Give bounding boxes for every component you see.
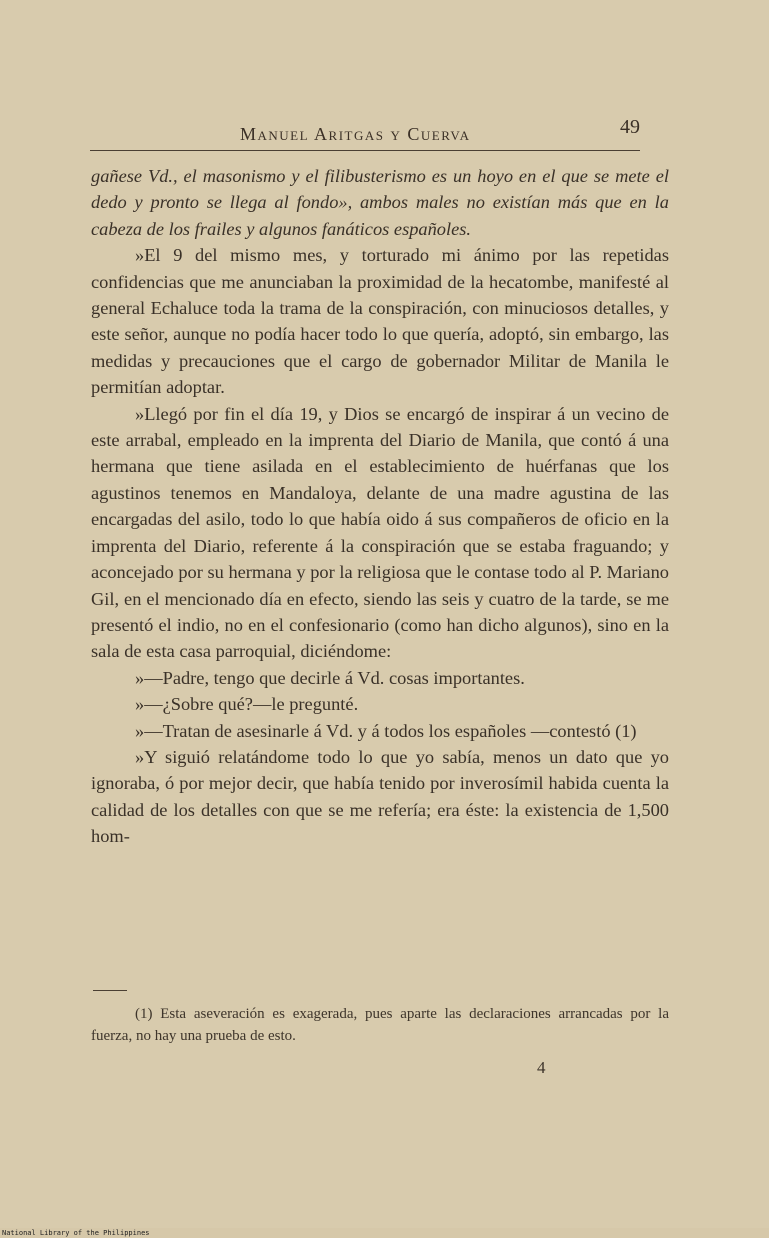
main-text bbox=[91, 163, 669, 850]
dialogue-line-1: »—Padre, tengo que decirle á Vd. cosas importantes. bbox=[135, 667, 525, 688]
dialogue-line-3: »—Tratan de asesinarle á Vd. y á todos los españoles —contestó (1) bbox=[135, 720, 637, 741]
header-rule bbox=[90, 150, 640, 151]
footnotes bbox=[91, 1003, 669, 1047]
paragraph-7: »Y siguió relatándome todo lo que yo sabía, menos un dato que yo ignoraba, ó por mejor decir, que había tenido por inverosímil habida cuenta la calidad de los detalles con que se me refería; era éste: la existencia de 1,500 hom- bbox=[91, 746, 669, 847]
library-credit: National Library of the Philippines bbox=[2, 1229, 150, 1237]
dialogue-line-2: »—¿Sobre qué?—le pregunté. bbox=[135, 694, 359, 715]
footnote-1: (1) Esta aseveración es exagerada, pues aparte las declaraciones arrancadas por la fuerza, no hay una prueba de esto. bbox=[91, 1006, 669, 1044]
paragraph-3: »Llegó por fin el día 19, y Dios se encargó de inspirar á un vecino de este arrabal, empleado en la imprenta del Diario de Manila, que contó á una hermana que tiene asilada en el establecimiento de huérfanas que los agustinos tenemos en Mandaloya, delante de una madre agustina de las encargadas del asilo, todo lo que había oido á sus compañeros de oficio en la imprenta del Diario, referente á la conspiración que se estaba fraguando; y aconcejado por su hermana y por la religiosa que le contase todo al P. Mariano Gil, en el mencionado día en efecto, siendo las seis y cuatro de la tarde, se me presentó el indio, no en el confesionario (como han dicho algunos), sino en la sala de esta casa parroquial, diciéndome: bbox=[91, 403, 669, 662]
paragraph-1: gañese Vd., el masonismo y el filibusterismo es un hoyo en el que se mete el dedo y pronto se llega al fondo», ambos males no existían más que en la cabeza de los frailes y algunos fanáticos españoles. bbox=[91, 166, 669, 239]
running-title: Manuel Aritgas y Cuerva bbox=[240, 124, 471, 144]
page-number: 49 bbox=[620, 116, 640, 138]
page-header bbox=[90, 116, 650, 152]
footnote-rule bbox=[93, 990, 127, 991]
printer-signature-mark: 4 bbox=[537, 1058, 546, 1077]
paragraph-2: »El 9 del mismo mes, y torturado mi ánimo por las repetidas confidencias que me anunciaban la proximidad de la hecatombe, manifesté al general Echaluce toda la trama de la conspiración, con minuciosos detalles, y este señor, aunque no podía hacer todo lo que quería, adoptó, sin embargo, las medidas y precauciones que el cargo de gobernador Militar de Manila le permitían adoptar. bbox=[91, 245, 669, 398]
